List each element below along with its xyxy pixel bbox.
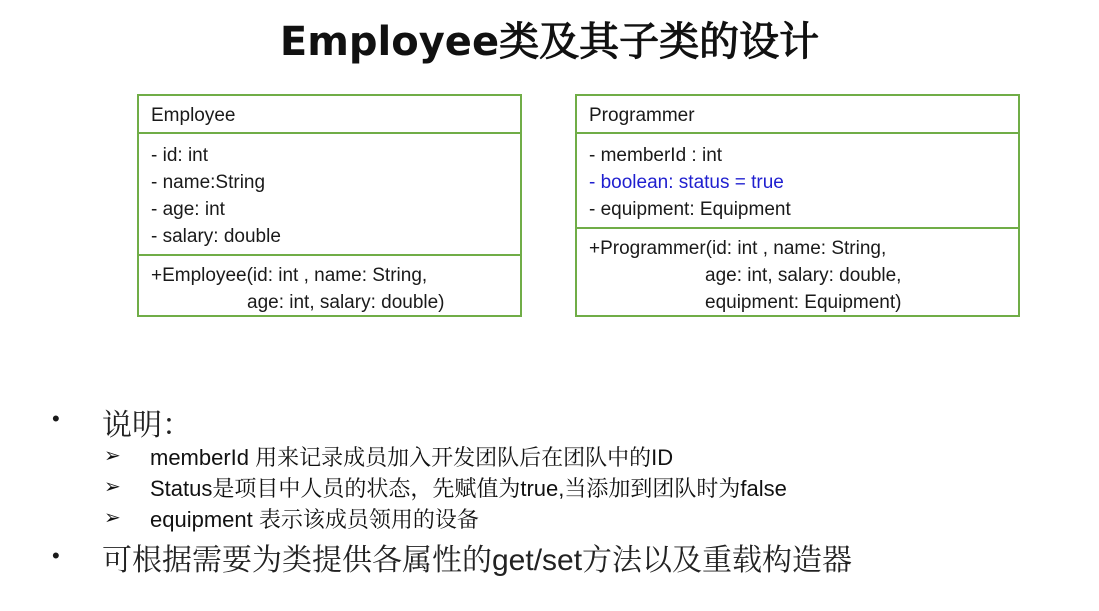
note-item-status: Status是项目中人员的状态，先赋值为true,当添加到团队时为false [150,476,787,501]
bullet-dot-2: • [52,543,60,568]
employee-fields [139,132,520,254]
employee-field-id: - id: int [151,145,209,166]
programmer-class-name: Programmer [589,105,695,126]
arrow-icon: ➢ [104,445,121,467]
employee-field-age: - age: int [151,199,225,220]
note-item-equipment: equipment 表示该成员领用的设备 [150,507,479,532]
arrow-icon: ➢ [104,507,121,529]
employee-ctor-line1: +Employee(id: int , name: String, [151,265,428,286]
programmer-field-memberid: - memberId : int [589,145,723,166]
programmer-methods [577,227,1018,322]
notes-heading: 说明： [102,409,192,442]
employee-field-name: - name:String [151,172,266,193]
programmer-class-box [575,94,1020,317]
notes-bullet-2: 可根据需要为类提供各属性的get/set方法以及重载构造器 [102,544,853,577]
note-item-memberid: memberId 用来记录成员加入开发团队后在团队中的ID [150,445,674,470]
programmer-field-status: - boolean: status = true [589,172,784,193]
programmer-ctor-line1: +Programmer(id: int , name: String, [589,238,887,259]
programmer-ctor-line3: equipment: Equipment) [705,292,902,313]
employee-ctor-line2: age: int, salary: double) [247,292,445,313]
bullet-dot-1: • [52,406,60,431]
employee-class-name: Employee [151,105,236,126]
employee-class-box [137,94,522,317]
employee-methods [139,254,520,322]
page-title: Employee类及其子类的设计 [279,19,820,65]
arrow-icon: ➢ [104,476,121,498]
programmer-field-equipment: - equipment: Equipment [589,199,791,220]
programmer-fields [577,132,1018,227]
programmer-ctor-line2: age: int, salary: double, [705,265,902,286]
employee-field-salary: - salary: double [151,226,281,247]
